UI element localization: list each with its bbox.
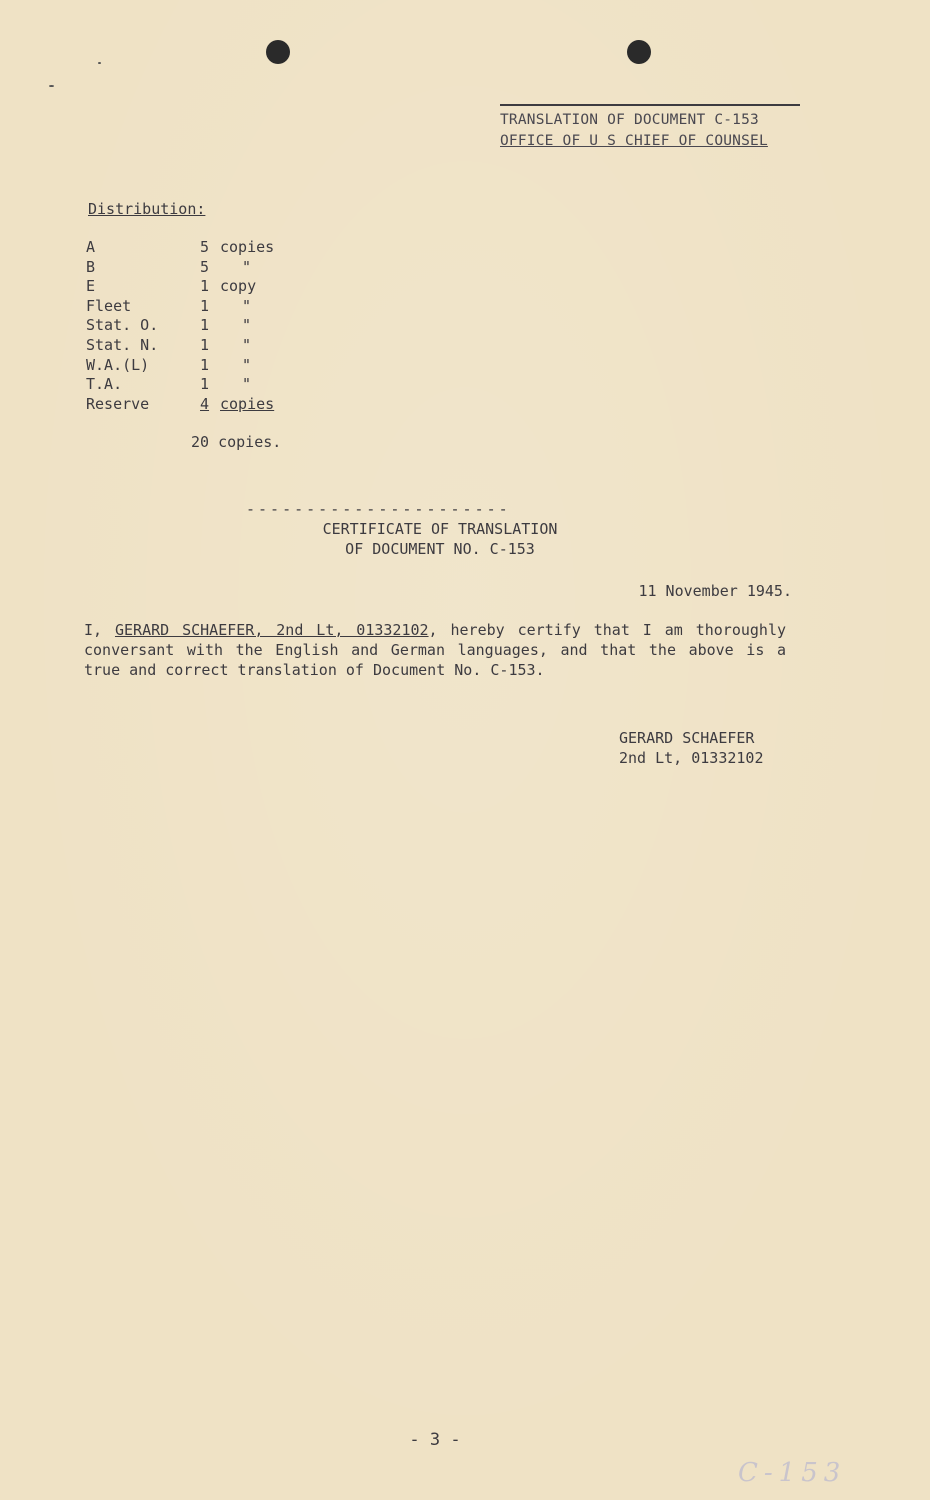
distribution-unit: Reserve [86,394,150,413]
distribution-qty: 4 [200,394,210,413]
certificate-body-text: , hereby certify that I am thoroughly conversant with the English and German languages, and that the above is a true and correct translation of Document No. C-153. [84,621,787,679]
distribution-row [86,316,274,336]
distribution-label: " [242,375,252,394]
distribution-unit: Fleet [86,296,132,315]
distribution-row [86,356,274,376]
signature-block [619,728,764,768]
distribution-label: " [242,257,252,276]
distribution-unit: W.A.(L) [86,355,150,374]
distribution-label: copy [220,277,257,296]
distribution-qty: 1 [200,335,210,354]
distribution-label: " [242,355,252,374]
paper-speck [49,85,54,87]
distribution-qty: 1 [200,277,210,296]
distribution-qty: 1 [200,316,210,335]
distribution-label: " [242,296,252,315]
certificate-title [240,519,640,559]
page-number: - 3 - [409,1430,461,1450]
distribution-unit: B [86,257,96,276]
distribution-total: 20 copies. [191,433,282,451]
distribution-unit: Stat. N. [86,335,159,354]
certificate-title-line2: OF DOCUMENT NO. C-153 [345,540,535,558]
distribution-qty: 1 [200,355,210,374]
punch-hole-left [266,40,290,64]
distribution-unit: T.A. [86,375,123,394]
distribution-row [86,336,274,356]
document-header [500,104,800,152]
distribution-qty: 5 [200,257,210,276]
distribution-row [86,238,274,258]
handwritten-document-mark: C-153 [738,1458,847,1488]
signature-name: GERARD SCHAEFER [619,729,755,747]
distribution-unit: E [86,277,96,296]
distribution-label: " [242,335,252,354]
distribution-label: copies [220,238,275,256]
header-title: TRANSLATION OF DOCUMENT C-153 [500,112,759,128]
distribution-unit: Stat. O. [86,316,159,335]
distribution-row [86,258,274,278]
distribution-row [86,297,274,317]
distribution-qty: 1 [200,375,210,394]
certificate-body-prefix: I, [84,621,115,639]
distribution-title: Distribution: [88,200,206,218]
certificate-body [84,620,786,680]
translator-name: GERARD SCHAEFER, 2nd Lt, 01332102 [114,621,429,639]
distribution-unit: A [86,238,96,256]
distribution-row [86,277,274,297]
certificate-title-line1: CERTIFICATE OF TRANSLATION [322,520,558,538]
signature-rank: 2nd Lt, 01332102 [619,749,764,767]
distribution-row [86,375,274,395]
distribution-label: " [242,316,252,335]
distribution-qty: 5 [200,238,210,256]
distribution-table [86,238,274,414]
punch-hole-right [627,40,651,64]
distribution-label: copies [220,394,275,413]
paper-speck [98,62,101,64]
header-office: OFFICE OF U S CHIEF OF COUNSEL [500,133,768,149]
distribution-qty: 1 [200,296,210,315]
certificate-date: 11 November 1945. [638,582,792,600]
distribution-row [86,395,274,415]
separator-line: ---------------------- [246,500,511,518]
